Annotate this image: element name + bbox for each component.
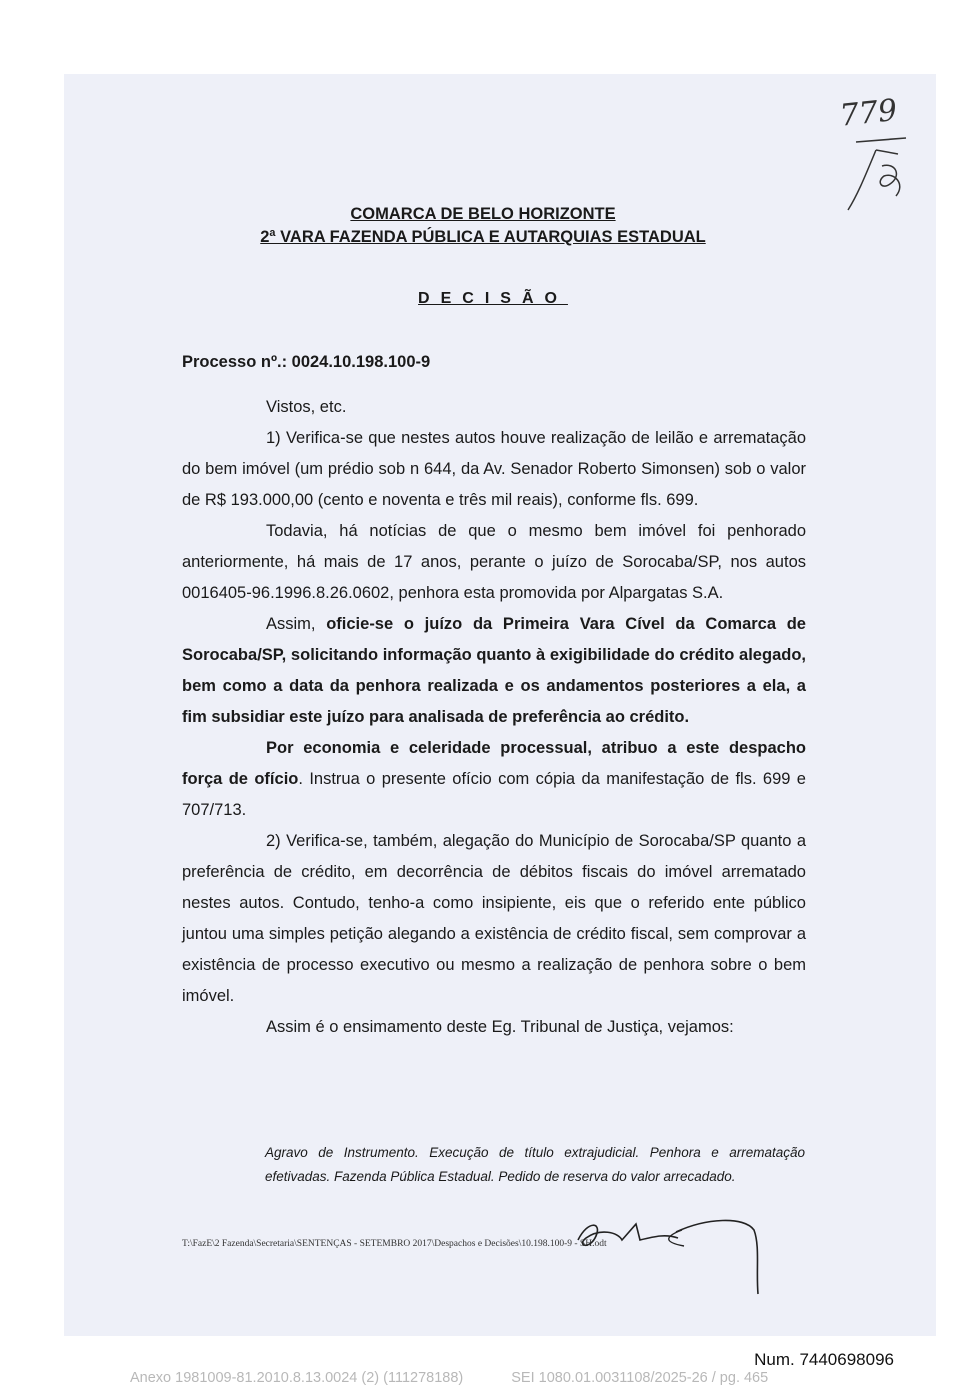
file-path-footer: T:\FazE\2 Fazenda\Secretaria\SENTENÇAS - SETEMBRO 2017\Despachos e Decisões\10.198.100-9 - SH.odt (182, 1239, 607, 1249)
paragraph-3 (182, 609, 806, 733)
page-mark-text: 779 (838, 92, 899, 134)
annex-footer (130, 1370, 768, 1386)
signature (566, 1210, 766, 1300)
paragraph-2: Todavia, há notícias de que o mesmo bem imóvel foi penhorado anteriormente, há mais de 17 anos, perante o juízo de Sorocaba/SP, nos autos 0016405-96.1996.8.26.0602, penhora esta promovida por Alpargatas S.A. (182, 522, 806, 602)
paragraph-4-rest: . Instrua o presente ofício com cópia da manifestação de fls. 699 e 707/713. (182, 770, 806, 819)
paragraph-3-intro: Assim, (266, 615, 327, 633)
court-division: 2ª VARA FAZENDA PÚBLICA E AUTARQUIAS ESTADUAL (260, 228, 706, 246)
paragraph-4-bold: Por economia e celeridade processual, atribuo a este despacho força de ofício (182, 739, 806, 788)
process-number: Processo nº.: 0024.10.198.100-9 (182, 353, 431, 371)
court-name: COMARCA DE BELO HORIZONTE (350, 205, 616, 223)
paragraph-1: 1) Verifica-se que nestes autos houve realização de leilão e arrematação do bem imóvel (um prédio sob n 644, da Av. Senador Roberto Simonsen) sob o valor de R$ 193.000,00 (cento e noventa e três mil reais), conforme fls. 699. (182, 429, 806, 509)
paragraph-3-bold: oficie-se o juízo da Primeira Vara Cível da Comarca de Sorocaba/SP, solicitando informação quanto à exigibilidade do crédito alegado, bem como a data da penhora realizada e os andamentos posteriores a ela, a fim subsidiar este juízo para analisada de preferência ao crédito. (182, 615, 806, 726)
jurisprudence-quote: Agravo de Instrumento. Execução de título extrajudicial. Penhora e arrematação efetivadas. Fazenda Pública Estadual. Pedido de reserva do valor arrecadado. (265, 1145, 805, 1184)
paragraph-vistos: Vistos, etc. (266, 398, 347, 416)
decision-body (182, 392, 806, 1043)
document-number: Num. 7440698096 (754, 1350, 894, 1369)
document-title: DECISÃO (418, 290, 568, 307)
annex-reference: Anexo 1981009-81.2010.8.13.0024 (2) (111278188) (130, 1370, 464, 1386)
handwritten-page-number (836, 84, 920, 214)
paragraph-6: Assim é o ensimamento deste Eg. Tribunal de Justiça, vejamos: (266, 1018, 734, 1036)
paragraph-4 (182, 733, 806, 826)
sei-reference: SEI 1080.01.0031108/2025-26 / pg. 465 (511, 1370, 769, 1386)
paragraph-5: 2) Verifica-se, também, alegação do Município de Sorocaba/SP quanto a preferência de crédito, em decorrência de débitos fiscais do imóvel arrematado nestes autos. Contudo, tenho-a como insipiente, eis que o referido ente público juntou uma simples petição alegando a existência de crédito fiscal, sem comprovar a existência de processo executivo ou mesmo a realização de penhora sobre o bem imóvel. (182, 832, 806, 1005)
